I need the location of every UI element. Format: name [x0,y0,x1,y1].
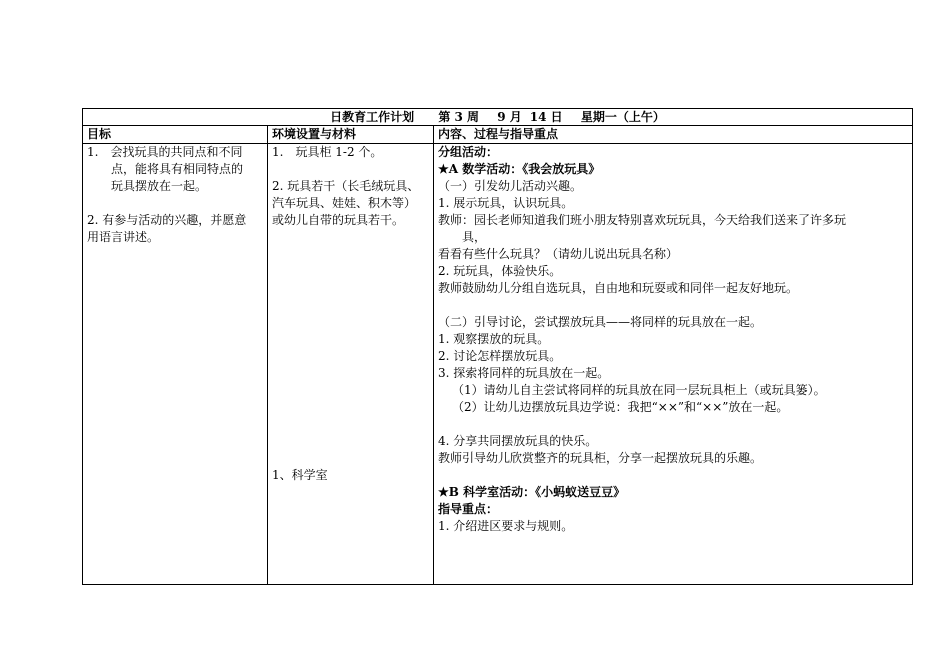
a-teacher-line-1b: 具， [462,230,487,244]
goal-1-line-2: 点，能将具有相同特点的 [111,162,244,176]
content-cell [434,144,913,585]
plan-sheet [82,108,912,585]
weekday-label: 星期一（上午） [580,110,665,124]
goal-cell [83,144,268,585]
a-step-1-2: 2. 玩玩具，体验快乐。 [438,264,562,278]
goal-1-line-3: 玩具摆放在一起。 [111,179,208,193]
header-content: 内容、过程与指导重点 [434,126,913,144]
group-activity-heading: 分组活动： [438,145,499,159]
activity-b-title: ★B 科学室活动：《小蚂蚁送豆豆》 [438,485,626,499]
title-row [83,109,913,126]
body-row [83,144,913,585]
a-step-2-2: 2. 讨论怎样摆放玩具。 [438,349,562,363]
a-step-1: （一）引发幼儿活动兴趣。 [438,179,583,193]
date-day: 14 日 [529,110,563,124]
a-step-2-4: 4. 分享共同摆放玩具的快乐。 [438,434,598,448]
a-teacher-line-1: 教师：园长老师知道我们班小朋友特别喜欢玩玩具，今天给我们送来了许多玩 [438,213,847,227]
env-item-1: 1. 玩具柜 1-2 个。 [272,145,383,159]
a-step-2-1: 1. 观察摆放的玩具。 [438,332,550,346]
goal-2-line-1: 2. 有参与活动的兴趣，并愿意 [87,213,247,227]
b-item-1: 1. 介绍进区要求与规则。 [438,519,574,533]
env-cell [268,144,434,585]
a-step-2-3b: （2）让幼儿边摆放玩具边学说：我把“××”和“××”放在一起。 [452,400,789,414]
header-env: 环境设置与材料 [268,126,434,144]
a-step-1-1: 1. 展示玩具，认识玩具。 [438,196,574,210]
env-item-3: 1、科学室 [272,468,328,482]
header-row [83,126,913,144]
title-cell [83,109,913,126]
a-step-2: （二）引导讨论，尝试摆放玩具——将同样的玩具放在一起。 [438,315,763,329]
env-item-2-line-3: 或幼儿自带的玩具若干。 [272,213,405,227]
goal-2-line-2: 用语言讲述。 [87,230,160,244]
activity-a-title: ★A 数学活动：《我会放玩具》 [438,162,601,176]
a-step-2-3a: （1）请幼儿自主尝试将同样的玩具放在同一层玩具柜上（或玩具篓）。 [452,383,826,397]
env-item-2-line-2: 汽车玩具、娃娃、积木等） [272,196,417,210]
a-step-2-3: 3. 探索将同样的玩具放在一起。 [438,366,610,380]
date-month: 9 月 [497,110,522,124]
goal-1-line-1: 1. 会找玩具的共同点和不同 [87,145,243,159]
plan-table [82,108,913,585]
a-teacher-line-2: 看看有些什么玩具？（请幼儿说出玩具名称） [438,247,679,261]
a-step-2-text: 教师引导幼儿欣赏整齐的玩具柜，分享一起摆放玩具的乐趣。 [438,451,763,465]
a-teacher-line-3: 教师鼓励幼儿分组自选玩具，自由地和玩耍或和同伴一起友好地玩。 [438,281,799,295]
week-label: 第 3 周 [438,110,480,124]
plan-title: 日教育工作计划 [330,110,415,124]
header-goal: 目标 [83,126,268,144]
env-item-2-line-1: 2. 玩具若干（长毛绒玩具、 [272,179,420,193]
b-focus-heading: 指导重点： [438,502,499,516]
